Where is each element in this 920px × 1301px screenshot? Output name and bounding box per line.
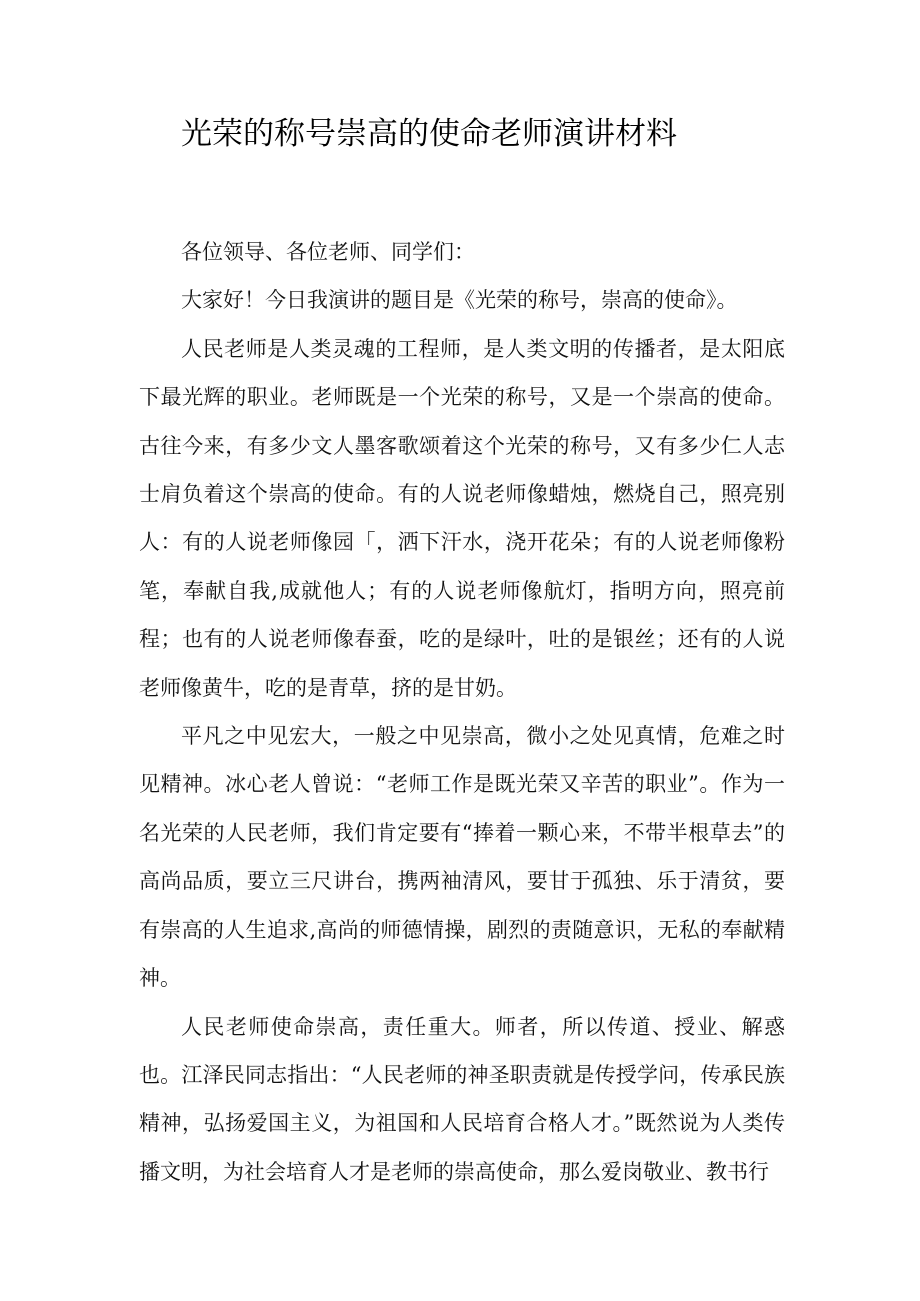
body-paragraph-3: 人民老师使命崇高，责任重大。师者，所以传道、授业、解惑也。江泽民同志指出：“人民老师的神圣职责就是传授学问，传承民族精神，弘扬爱国主义，为祖国和人民培育合格人才。”既然说为人类传播文明，为社会培育人才是老师的崇高使命，那么爱岗敬业、教书行: [139, 1014, 785, 1184]
document-body: [139, 228, 785, 1196]
greeting-paragraph: 大家好！今日我演讲的题目是《光荣的称号，崇高的使命》。: [181, 288, 738, 313]
document-title: 光荣的称号崇高的使命老师演讲材料: [181, 116, 677, 152]
body-paragraph-2: 平凡之中见宏大，一般之中见崇高，微小之处见真情，危难之时见精神。冰心老人曾说：“老师工作是既光荣又辛苦的职业”。作为一名光荣的人民老师，我们肯定要有“捧着一颗心来，不带半根草去”的高尚品质，要立三尺讲台，携两袖清风，要甘于孤独、乐于清贫，要有崇高的人生追求,高尚的师德情操，剧烈的责随意识，无私的奉献精神。: [139, 724, 785, 991]
salutation-paragraph: 各位领导、各位老师、同学们：: [181, 240, 475, 264]
body-paragraph-1: 人民老师是人类灵魂的工程师，是人类文明的传播者，是太阳底下最光辉的职业。老师既是一个光荣的称号，又是一个崇高的使命。古往今来，有多少文人墨客歌颂着这个光荣的称号，又有多少仁人志士肩负着这个崇高的使命。有的人说老师像蜡烛，燃烧自己，照亮别人：有的人说老师像园「，洒下汗水，浇开花朵；有的人说老师像粉笔，奉献自我,成就他人；有的人说老师像航灯，指明方向，照亮前程；也有的人说老师像春蚕，吃的是绿叶，吐的是银丝；还有的人说老师像黄牛，吃的是青草，挤的是甘奶。: [139, 336, 785, 700]
